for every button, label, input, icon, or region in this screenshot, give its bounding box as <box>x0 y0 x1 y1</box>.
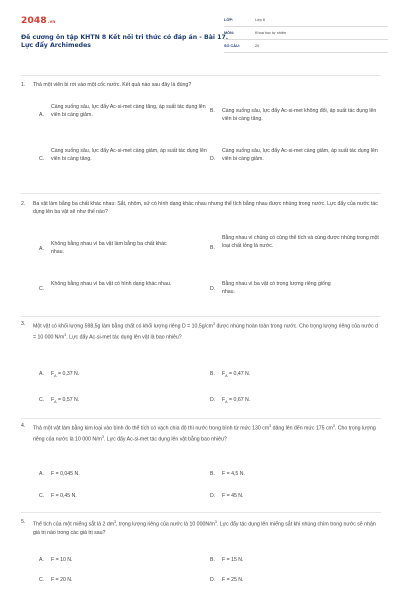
option-text <box>222 396 250 406</box>
force-subscript: A <box>225 374 228 379</box>
option-letter: B. <box>210 471 215 477</box>
meta-table <box>224 14 388 53</box>
option-letter: D. <box>210 493 216 499</box>
question-1 <box>21 81 381 181</box>
superscript: 3 <box>114 520 117 524</box>
question-number: 2. <box>21 201 26 207</box>
question-text-part: Một vật có khối lượng 598,5g làm bằng chất có khối lượng riêng D = 10,5g/cm <box>33 323 213 330</box>
option-letter: D. <box>210 286 216 292</box>
option-letter: A. <box>39 371 44 377</box>
option-text: F = 15 N. <box>222 557 244 563</box>
option-text: F = 45 N. <box>222 493 244 499</box>
option-letter: B. <box>210 557 215 563</box>
superscript: 3 <box>64 332 67 337</box>
meta-value: Khoa học tự nhiên <box>255 31 287 35</box>
question-text-part: . Lực đẩy tác dụng lên miếng sắt khi nhúng chìm trong nước sẽ nhận giá trị nào trong các giá trị sau? <box>33 521 376 536</box>
option-value: = 0,47 N. <box>229 371 251 377</box>
question-text-part: Thể tích của một miếng sắt là 2 dm <box>33 521 115 528</box>
force-symbol: F <box>51 371 55 377</box>
option-letter: C. <box>39 156 45 162</box>
page-header <box>0 0 400 60</box>
superscript: 3 <box>214 520 217 524</box>
question-text <box>33 422 379 443</box>
question-3 <box>21 320 381 410</box>
option-letter: B. <box>210 108 215 114</box>
option-text: F = 4,5 N. <box>222 471 245 477</box>
question-4 <box>21 422 381 504</box>
force-subscript: A <box>54 400 57 405</box>
option-letter: C. <box>39 493 45 499</box>
option-letter: C. <box>39 577 45 583</box>
superscript: 3 <box>332 424 335 428</box>
force-subscript: A <box>225 400 228 405</box>
option-letter: A. <box>39 112 44 118</box>
option-text <box>51 396 79 406</box>
option-text: Càng xuống sâu, lực đẩy Ac-si-met càng giảm, áp suất tác dụng lên viên bi càng tăng. <box>51 148 207 162</box>
meta-row-class <box>224 14 388 27</box>
superscript: 3 <box>213 322 215 326</box>
meta-key: SỐ CÂU: <box>224 44 241 48</box>
divider <box>21 512 381 513</box>
option-letter: C. <box>39 397 45 403</box>
question-number: 4. <box>21 423 26 429</box>
question-number: 5. <box>21 519 26 525</box>
question-text: Ba vật làm bằng ba chất khác nhau: Sắt, nhôm, sứ có hình dạng khác nhau nhưng thể tích bằng nhau được nhúng trong nước. Lực đẩy của nước tác dụng lên ba vật sẽ như thế nào? <box>33 201 378 215</box>
option-value: = 0,67 N. <box>229 397 251 403</box>
question-number: 1. <box>21 82 26 88</box>
option-text: F = 0,045 N. <box>51 471 80 477</box>
option-letter: D. <box>210 156 216 162</box>
meta-value: Lớp 8 <box>255 18 265 22</box>
option-text: Không bằng nhau vì ba vật làm bằng ba chất khác nhau. <box>51 241 167 255</box>
meta-row-subject <box>224 27 388 40</box>
site-logo[interactable] <box>21 16 55 26</box>
meta-key: MÔN: <box>224 31 235 35</box>
question-5 <box>21 518 381 594</box>
option-text: F = 10 N. <box>51 557 73 563</box>
meta-value: 20 <box>255 44 260 48</box>
option-text: Bằng nhau vì ba vật có trọng lượng riêng giống nhau. <box>222 281 331 295</box>
option-text <box>222 370 250 380</box>
question-text <box>33 518 379 537</box>
option-text <box>51 370 79 380</box>
option-text: Càng xuống sâu, lực đẩy Ac-si-met càng giảm, áp suất tác dụng lên viên bi càng giảm. <box>222 148 378 162</box>
question-2 <box>21 200 381 308</box>
force-subscript: A <box>54 374 57 379</box>
question-text-part: dâng lên đến mức 175 cm <box>271 425 333 432</box>
option-letter: A. <box>39 557 44 563</box>
question-text-part: Thả một vật làm bằng kim loại vào bình đo thể tích có vạch chia độ thì nước trong bình từ mức 130 cm <box>33 425 270 432</box>
option-text: Bằng nhau vì chúng có cùng thể tích và cùng được nhúng trong một loại chất lỏng là nước. <box>222 235 379 249</box>
logo-text: 2048 <box>21 16 47 26</box>
meta-row-count <box>224 40 388 53</box>
question-text-part: được nhúng hoàn toàn trong nước. Cho trọng lượng riêng của nước d = 10 000 N/m <box>33 323 379 341</box>
superscript: 3 <box>101 434 104 439</box>
force-symbol: F <box>222 397 226 403</box>
option-text: F = 25 N. <box>222 577 244 583</box>
question-text <box>33 320 379 341</box>
question-text-part: . Lực đẩy Ac-si-met tác dụng lên vật bằng bao nhiêu? <box>103 436 227 443</box>
option-letter: A. <box>39 246 44 252</box>
option-text: Càng xuống sâu, lực đẩy Ac-si-met càng tăng, áp suất tác dụng lên viên bi càng giảm. <box>51 104 206 118</box>
superscript: 3 <box>269 424 272 428</box>
force-symbol: F <box>222 371 226 377</box>
meta-key: LỚP: <box>224 18 234 22</box>
force-symbol: F <box>51 397 55 403</box>
option-text: F = 0,45 N. <box>51 493 77 499</box>
option-letter: A. <box>39 471 44 477</box>
option-text: Không bằng nhau vì ba vật có hình dạng khác nhau. <box>51 281 172 287</box>
divider <box>21 193 381 194</box>
logo-suffix: .vn <box>47 19 56 24</box>
option-letter: D. <box>210 397 216 403</box>
option-letter: B. <box>210 371 215 377</box>
divider <box>21 418 381 419</box>
question-text: Thả một viên bi rơi vào một cốc nước. Kết quả nào sau đây là đúng? <box>33 82 192 88</box>
question-text-part: , trọng lượng riêng của nước là 10 000N/m <box>116 521 215 528</box>
question-text-part: . Cho trọng lượng riêng của nước là 10 000 N/m <box>33 425 376 443</box>
divider <box>21 316 381 317</box>
option-letter: D. <box>210 577 216 583</box>
option-value: = 0,37 N. <box>58 371 80 377</box>
option-text: Càng xuống sâu, lực đẩy Ac-si-met không đổi, áp suất tác dụng lên viên bi càng tăng. <box>222 108 377 122</box>
option-letter: B. <box>210 245 215 251</box>
question-number: 3. <box>21 321 26 327</box>
divider <box>21 75 381 76</box>
option-text: F = 20 N. <box>51 577 73 583</box>
question-text-part: . Lực đẩy Ac-si-met tác dụng lên vật là bao nhiêu? <box>66 334 182 341</box>
document-title: Đề cương ôn tập KHTN 8 Kết nối tri thức có đáp án - Bài 17. Lực đẩy Archimedes <box>21 34 229 50</box>
option-value: = 0,57 N. <box>58 397 80 403</box>
option-letter: C. <box>39 286 45 292</box>
